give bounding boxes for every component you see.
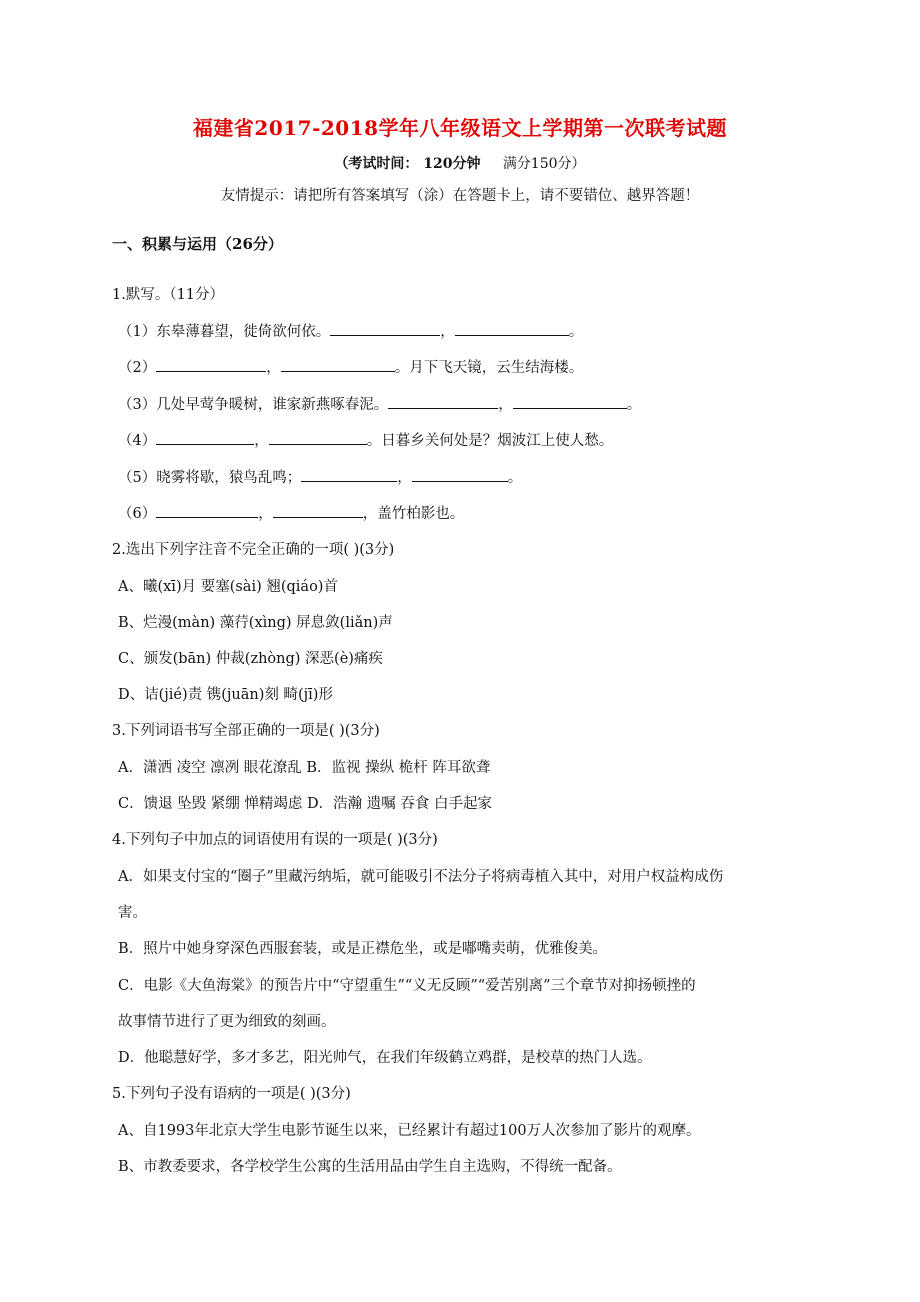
- q5-option-a: A、自1993年北京大学生电影节诞生以来，已经累计有超过100万人次参加了影片的观摩。: [118, 1123, 701, 1139]
- exam-score: 满分150分）: [502, 156, 586, 172]
- blank-comma: ，: [498, 397, 513, 413]
- q1-item-4-text: （4）: [118, 433, 157, 449]
- q2-option-a: A、曦(xī)月 要塞(sài) 翘(qiáo)首: [118, 579, 338, 595]
- q3-option-ab: A．潇洒 凌空 凛冽 眼花潦乱 B．监视 操纵 桅杆 阵耳欲聋: [118, 760, 491, 776]
- q4-option-d: D．他聪慧好学，多才多艺，阳光帅气，在我们年级鹤立鸡群，是校草的热门人选。: [118, 1050, 652, 1066]
- q2-option-b: B、烂漫(màn) 藻荇(xìng) 屏息敛(liǎn)声: [118, 615, 393, 631]
- q2-stem: 2.选出下列字注音不完全正确的一项( )(3分): [112, 542, 395, 558]
- q1-item-3: [118, 393, 641, 414]
- q4-stem: 4.下列句子中加点的词语使用有误的一项是( )(3分): [112, 832, 438, 848]
- exam-time-value: 120分钟: [418, 156, 481, 172]
- answer-blank[interactable]: [269, 430, 367, 445]
- q4-option-a: A．如果支付宝的“圈子”里藏污纳垢，就可能吸引不法分子将病毒植入其中，对用户权益构成伤: [118, 869, 724, 885]
- q1-item-1-end: 。: [568, 324, 584, 340]
- q1-item-5-end: 。: [507, 470, 523, 486]
- q1-stem: 1.默写。（11分）: [112, 287, 225, 303]
- blank-comma: ，: [258, 506, 273, 522]
- q1-item-2: [118, 356, 583, 377]
- answer-blank[interactable]: [156, 430, 254, 445]
- q2-option-d: D、诘(jié)责 镌(juān)刻 畸(jī)形: [118, 687, 333, 703]
- blank-comma: ，: [254, 433, 269, 449]
- q3-option-cd: C．馈退 坠毁 紧绷 惮精竭虑 D．浩瀚 遗嘱 吞食 白手起家: [118, 796, 492, 812]
- q4-option-a-cont: 害。: [118, 905, 147, 921]
- q1-item-6-text: （6）: [118, 506, 157, 522]
- answer-blank[interactable]: [513, 394, 627, 409]
- answer-blank[interactable]: [455, 321, 569, 336]
- section-heading: 一、积累与运用（26分）: [112, 235, 283, 253]
- answer-blank[interactable]: [281, 357, 395, 372]
- q1-item-6: [118, 502, 464, 523]
- exam-subtitle: [0, 153, 920, 173]
- answer-blank[interactable]: [301, 467, 397, 482]
- exam-title: 福建省2017-2018学年八年级语文上学期第一次联考试题: [192, 116, 728, 140]
- q4-option-c: C．电影《大鱼海棠》的预告片中“守望重生”“义无反顾”“爱苦别离”三个章节对抑扬顿挫的: [118, 978, 696, 994]
- answer-blank[interactable]: [273, 503, 363, 518]
- blank-comma: ，: [397, 470, 412, 486]
- q1-item-2-text: （2）: [118, 360, 157, 376]
- answer-blank[interactable]: [156, 503, 258, 518]
- q5-stem: 5.下列句子没有语病的一项是( )(3分): [112, 1086, 351, 1102]
- exam-time-label: （考试时间：: [334, 156, 419, 172]
- q2-option-c: C、颁发(bān) 仲裁(zhòng) 深恶(è)痛疾: [118, 651, 383, 667]
- q1-item-6-end: ，盖竹柏影也。: [362, 506, 465, 522]
- q1-item-3-text: （3）几处早莺争暖树，谁家新燕啄春泥。: [118, 397, 389, 413]
- exam-tip: 友情提示：请把所有答案填写（涂）在答题卡上，请不要错位、越界答题！: [220, 188, 700, 204]
- answer-blank[interactable]: [156, 357, 266, 372]
- q3-stem: 3.下列词语书写全部正确的一项是( )(3分): [112, 723, 380, 739]
- answer-blank[interactable]: [388, 394, 498, 409]
- q1-item-1: [118, 320, 583, 341]
- answer-blank[interactable]: [330, 321, 440, 336]
- blank-comma: ，: [440, 324, 455, 340]
- q1-item-1-text: （1）东皋薄暮望，徙倚欲何依。: [118, 324, 331, 340]
- q1-item-4-end: 。日暮乡关何处是？烟波江上使人愁。: [366, 433, 614, 449]
- q1-item-5-text: （5）晓雾将歇，猿鸟乱鸣；: [118, 470, 302, 486]
- q1-item-3-end: 。: [626, 397, 642, 413]
- q4-option-c-cont: 故事情节进行了更为细致的刻画。: [118, 1014, 336, 1030]
- answer-blank[interactable]: [412, 467, 508, 482]
- q1-item-2-end: 。月下飞天镜，云生结海楼。: [394, 360, 584, 376]
- q1-item-5: [118, 466, 522, 487]
- q5-option-b: B、市教委要求，各学校学生公寓的生活用品由学生自主选购，不得统一配备。: [118, 1159, 622, 1175]
- q4-option-b: B．照片中她身穿深色西服套装，或是正襟危坐，或是嘟嘴卖萌，优雅俊美。: [118, 941, 608, 957]
- q1-item-4: [118, 429, 613, 450]
- blank-comma: ，: [266, 360, 281, 376]
